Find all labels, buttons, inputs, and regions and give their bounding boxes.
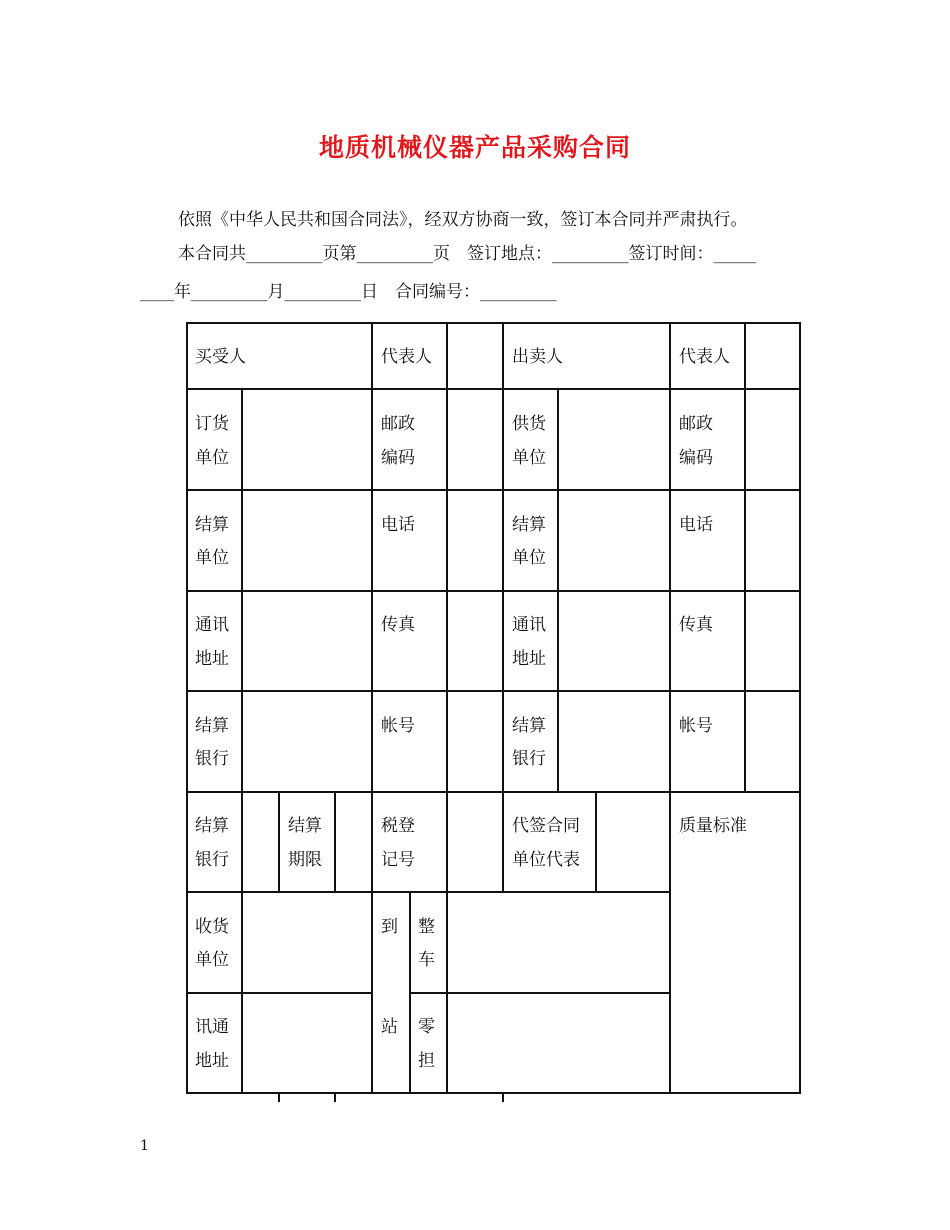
table-rule xyxy=(278,1092,280,1102)
buyer-address-label-1: 通讯 xyxy=(195,615,229,635)
table-rule xyxy=(186,322,188,1094)
table-rule xyxy=(186,590,801,592)
seller-rep-label: 代表人 xyxy=(679,347,730,367)
table-rule xyxy=(241,893,243,1094)
full-car-label-2: 车 xyxy=(418,950,435,970)
table-rule xyxy=(334,1092,336,1102)
table-rule xyxy=(186,489,801,491)
seller-bank-label-1: 结算 xyxy=(512,716,546,736)
seller-postcode-label-1: 邮政 xyxy=(679,414,713,434)
seller-postcode-label-2: 编码 xyxy=(679,448,713,468)
buyer-settle-unit-label-2: 单位 xyxy=(195,548,229,568)
table-rule xyxy=(502,1092,504,1102)
supply-unit-label-2: 单位 xyxy=(512,448,546,468)
tax-reg-label-1: 税登 xyxy=(381,816,415,836)
tax-reg-label-2: 记号 xyxy=(381,850,415,870)
receive-unit-label-2: 单位 xyxy=(195,950,229,970)
table-rule xyxy=(278,793,280,893)
table-rule xyxy=(186,322,801,324)
comm-address-label-2: 地址 xyxy=(195,1051,229,1071)
buyer-address-label-2: 地址 xyxy=(195,649,229,669)
settle-bank-label-1: 结算 xyxy=(195,816,229,836)
buyer-label: 买受人 xyxy=(195,347,246,367)
arrival-station-label-2: 站 xyxy=(381,1017,398,1037)
seller-settle-unit-label-2: 单位 xyxy=(512,548,546,568)
table-rule xyxy=(446,322,448,1094)
full-car-label-1: 整 xyxy=(418,917,435,937)
table-rule xyxy=(409,893,411,1094)
table-rule xyxy=(371,893,373,1094)
table-rule xyxy=(186,891,670,893)
table-rule xyxy=(409,992,670,994)
seller-settle-unit-label-1: 结算 xyxy=(512,515,546,535)
receive-unit-label-1: 收货 xyxy=(195,917,229,937)
table-rule xyxy=(241,390,243,791)
agent-rep-label-1: 代签合同 xyxy=(512,816,580,836)
table-rule xyxy=(799,322,801,1094)
buyer-postcode-label-1: 邮政 xyxy=(381,414,415,434)
seller-label: 出卖人 xyxy=(512,347,563,367)
comm-address-label-1: 讯通 xyxy=(195,1017,229,1037)
buyer-fax-label: 传真 xyxy=(381,615,415,635)
contract-info-line-2: ____年_________月_________日 合同编号：_________ xyxy=(140,282,557,302)
buyer-account-label: 帐号 xyxy=(381,716,415,736)
seller-bank-label-2: 银行 xyxy=(512,749,546,769)
less-load-label-2: 担 xyxy=(418,1051,435,1071)
less-load-label-1: 零 xyxy=(418,1017,435,1037)
buyer-bank-label-1: 结算 xyxy=(195,716,229,736)
page-number: 1 xyxy=(140,1138,149,1154)
order-unit-label-1: 订货 xyxy=(195,414,229,434)
table-rule xyxy=(241,793,243,893)
buyer-postcode-label-2: 编码 xyxy=(381,448,415,468)
seller-address-label-2: 地址 xyxy=(512,649,546,669)
buyer-phone-label: 电话 xyxy=(381,515,415,535)
table-rule xyxy=(595,793,597,893)
seller-address-label-1: 通讯 xyxy=(512,615,546,635)
table-rule xyxy=(186,690,801,692)
seller-fax-label: 传真 xyxy=(679,615,713,635)
table-rule xyxy=(334,793,336,893)
table-rule xyxy=(557,390,559,791)
seller-phone-label: 电话 xyxy=(679,515,713,535)
settle-bank-label-2: 银行 xyxy=(195,850,229,870)
intro-paragraph: 依照《中华人民共和国合同法》，经双方协商一致，签订本合同并严肃执行。 xyxy=(178,210,748,230)
agent-rep-label-2: 单位代表 xyxy=(512,850,580,870)
settle-period-label-2: 期限 xyxy=(288,850,322,870)
quality-standard-label: 质量标准 xyxy=(679,816,747,836)
table-rule xyxy=(744,322,746,792)
table-rule xyxy=(371,322,373,892)
table-rule xyxy=(186,992,372,994)
table-rule xyxy=(502,322,504,892)
seller-account-label: 帐号 xyxy=(679,716,713,736)
table-rule xyxy=(186,388,801,390)
buyer-rep-label: 代表人 xyxy=(381,347,432,367)
table-rule xyxy=(669,322,671,1094)
document-title: 地质机械仪器产品采购合同 xyxy=(318,133,631,162)
settle-period-label-1: 结算 xyxy=(288,816,322,836)
buyer-settle-unit-label-1: 结算 xyxy=(195,515,229,535)
supply-unit-label-1: 供货 xyxy=(512,414,546,434)
contract-info-line-1: 本合同共_________页第_________页 签订地点：_________签订时间：_____ xyxy=(178,244,756,264)
buyer-bank-label-2: 银行 xyxy=(195,749,229,769)
arrival-station-label-1: 到 xyxy=(381,917,398,937)
order-unit-label-2: 单位 xyxy=(195,448,229,468)
